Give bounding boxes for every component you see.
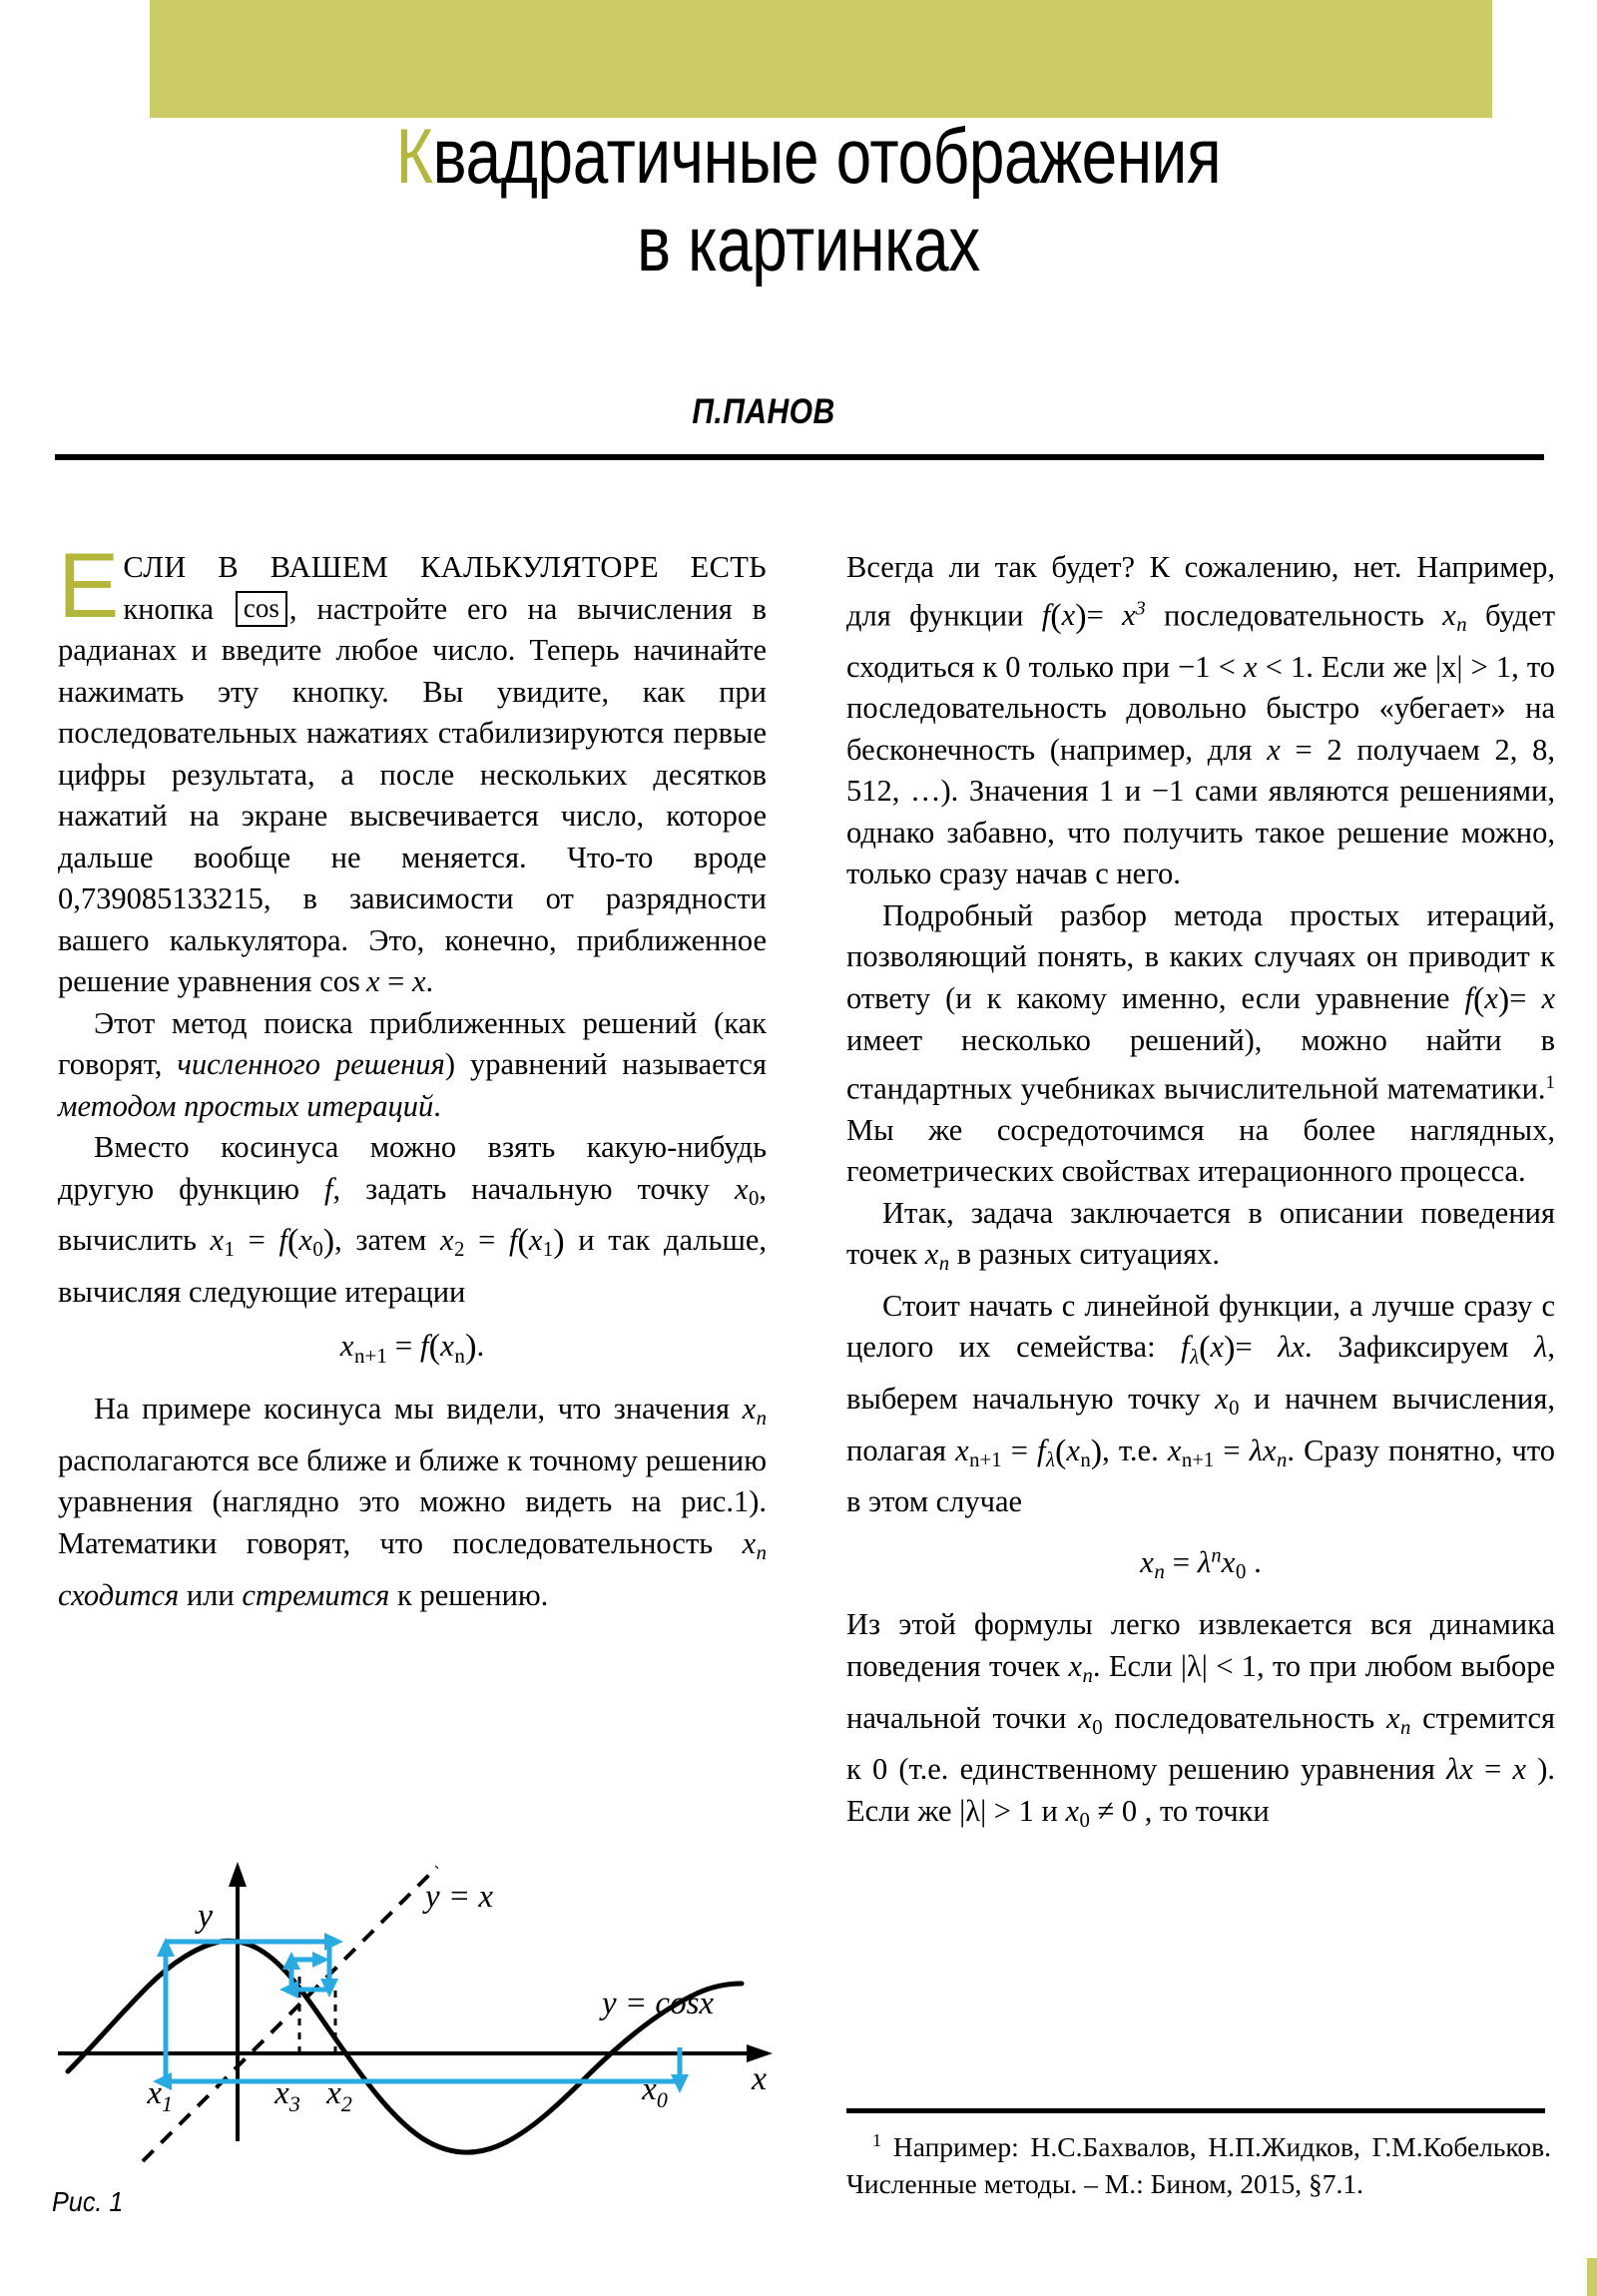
ref-text-1: Подробный разбор метода простых итераций, позволяющий понять, в каких случаях он приводит к ответу (и к какому именно, если уравнение <box>846 897 1555 1015</box>
paragraph-cubic <box>846 547 1555 895</box>
page-title <box>120 112 1497 287</box>
x-axis-label: x <box>752 2060 768 2097</box>
method-text-1: Этот метод поиска приближенных решений (как говорят, <box>58 1005 767 1081</box>
corner-accent-mark <box>1587 2258 1597 2296</box>
conv-text-3: или <box>186 1577 235 1612</box>
iter-text-4: , затем <box>334 1223 427 1258</box>
dyn-text-2: . Если |λ| < 1, то при любом выборе начальной точки <box>846 1648 1555 1735</box>
paragraph-method <box>58 1003 767 1128</box>
iter-text-1: Вместо косинуса можно взять какую-нибудь другую функцию <box>58 1130 767 1206</box>
math-f-lambda: $f_\lambda(x)= \lambda x$ <box>1181 1330 1305 1369</box>
author-byline: П.ПАНОВ <box>692 392 835 431</box>
title-line-1-rest: вадратичные отображения <box>432 112 1222 200</box>
lead-caps: СЛИ В ВАШЕМ КАЛЬКУЛЯТОРЕ ЕСТЬ <box>123 550 767 584</box>
lin-text-1: Стоит начать с линейной функции, а лучше сразу с целого их семейства: <box>846 1288 1555 1365</box>
math-xn1-lambda-xn: $x_{n+1} = \lambda x_n$ <box>1167 1433 1288 1471</box>
cubic-text-1: Всегда ли так будет? К сожалению, нет. Например, для функции <box>846 550 1555 632</box>
lin-text-4: и начнем вычисления, полагая <box>846 1382 1556 1467</box>
conv-text-1: На примере косинуса мы видели, что значения <box>94 1392 731 1427</box>
paragraph-intro <box>58 535 768 1003</box>
math-x2-eq: $x_2 = f(x_1)$ <box>440 1223 565 1262</box>
figure-caption: Рис. 1 <box>52 2186 124 2217</box>
lin-text-3: , выберем начальную точку <box>846 1330 1556 1417</box>
paragraph-dynamics <box>846 1604 1555 1842</box>
math-x0-3: $x_0$ <box>1078 1700 1103 1739</box>
dyn-text-4: стремится к 0 (т.е. единственному решению уравнения <box>846 1700 1556 1787</box>
math-x0: $x_0$ <box>734 1171 760 1210</box>
conv-text-2: располагаются все ближе и ближе к точному решению уравнения (наглядно это можно видеть на рис.1). Математики говорят, что последовательность <box>58 1442 767 1560</box>
emphasis-tends: стремится <box>242 1577 390 1612</box>
display-eq2-content: $x_n = \lambda^nx_0$ . <box>1140 1543 1262 1583</box>
math-f-x-eq-x: f(x)= x <box>1464 980 1555 1018</box>
iter-text-3: , вычислить <box>58 1171 768 1258</box>
ref-text-3: Мы же сосредоточимся на более наглядных, геометрических свойствах итерационного процесса. <box>846 1112 1555 1189</box>
math-lambda-x-eq-x: λx = x <box>1446 1752 1527 1787</box>
dyn-text-5: ). Если же |λ| > 1 и <box>846 1752 1556 1828</box>
math-xn-5: $x_n$ <box>1068 1648 1093 1688</box>
tick-label-x2: $x_2$ <box>326 2075 352 2116</box>
cubic-text-5: получаем 2, 8, 512, …). Значения 1 и −1 сами являются решениями, однако забавно, что получить такое решение можно, только сразу начав с него. <box>846 732 1555 891</box>
task-text-1: Итак, задача заключается в описании поведения точек <box>846 1195 1555 1272</box>
math-x-eq-2: x = 2 <box>1267 732 1342 767</box>
intro-text-1: кнопка <box>123 591 214 626</box>
display-equation-iteration <box>58 1325 767 1377</box>
math-x0-2: $x_0$ <box>1215 1382 1240 1421</box>
math-f-x-cubed: $f(x)= x^3$ <box>1041 597 1146 635</box>
cosine-curve <box>68 1941 742 2152</box>
title-line-2: в картинках <box>637 200 980 287</box>
math-xn-6: $x_n$ <box>1385 1700 1411 1739</box>
footnote-block <box>846 2122 1551 2202</box>
paragraph-linear <box>846 1286 1555 1523</box>
figure-1-cobweb-diagram <box>48 1842 787 2261</box>
right-column <box>846 547 1555 1843</box>
title-banner <box>150 0 1492 118</box>
intro-text-2: , настройте его на вычисления в радианах и введите любое число. Теперь начинайте нажимать эту кнопку. Вы увидите, как при последовательных нажатиях стабилизируются первые цифры результата, а после нескольких десятков нажатий на экране высвечивается число, которое дальше вообще не меняется. Что-то вроде 0,739085133215, в зависимости от разрядности вашего калькулятора. Это, конечно, приближенное решение уравнения <box>58 591 768 998</box>
identity-line-y-equals-x <box>143 1867 437 2161</box>
header-divider <box>55 454 1544 460</box>
function-f: f <box>324 1171 333 1206</box>
conv-text-4: к решению. <box>397 1577 549 1612</box>
paragraph-reference <box>846 895 1555 1193</box>
cubic-text-3: будет сходиться к 0 только при −1 < <box>846 597 1556 684</box>
iter-text-5: и так дальше, вычисляя следующие итерации <box>58 1223 768 1309</box>
task-text-2: в разных ситуациях. <box>956 1237 1221 1272</box>
cobweb-svg <box>48 1842 787 2261</box>
title-dropcap-letter: К <box>395 112 433 200</box>
method-text-3: . <box>433 1088 441 1123</box>
cos-key-button[interactable]: cos <box>236 591 287 627</box>
method-text-2: ) уравнений называется <box>444 1047 767 1081</box>
cubic-text-2: последовательность <box>1164 597 1424 632</box>
math-xn-1: $x_n$ <box>742 1392 768 1431</box>
dyn-text-1: Из этой формулы легко извлекается вся динамика поведения точек <box>846 1607 1555 1683</box>
emphasis-numerical-solution: численного решения <box>177 1047 445 1081</box>
title-line-1 <box>244 112 1373 200</box>
emphasis-converges: сходится <box>58 1577 180 1612</box>
math-x-var: x <box>1243 649 1258 684</box>
math-xn-2: $x_n$ <box>742 1525 768 1565</box>
footnote-mark: 1 <box>872 2130 882 2150</box>
ref-text-2: имеет несколько решений), можно найти в стандартных учебниках вычислительной математики. <box>846 1023 1555 1106</box>
math-lambda: λ <box>1534 1330 1548 1365</box>
tick-label-x0: $x_0$ <box>642 2071 668 2112</box>
emphasis-simple-iterations: методом простых итераций <box>58 1088 434 1123</box>
footnote-text: Например: Н.С.Бахвалов, Н.П.Жидков, Г.М.Кобельков. Численные методы. – М.: Бином, 2015, §7.1. <box>846 2130 1552 2199</box>
arrow-right-x2 <box>324 1933 343 1951</box>
y-axis-arrow <box>229 1862 247 1887</box>
display-equation-lambda-power <box>846 1535 1555 1592</box>
lin-text-5: , т.е. <box>1102 1433 1159 1467</box>
drop-cap: Е <box>58 535 120 637</box>
math-x1-eq: $x_1 = f(x_0)$ <box>210 1223 335 1262</box>
intro-text-3: . <box>425 964 434 998</box>
equation-cos-x: cos x = x <box>319 964 426 998</box>
paragraph-convergence <box>58 1389 767 1616</box>
cubic-text-4: < 1. Если же |x| > 1, то последовательность довольно быстро «убегает» на бесконечность (например, для <box>846 649 1556 767</box>
lin-text-6: . Сразу понятно, что в этом случае <box>846 1433 1556 1519</box>
tick-label-x1: $x_1$ <box>147 2075 173 2116</box>
label-y-equals-cosx: y = cosx <box>602 1986 715 2021</box>
math-x0-neq-0: $x_0 \ne 0$ <box>1065 1793 1138 1833</box>
math-xn1-flambda: $x_{n+1} = f_\lambda(x_n)$ <box>955 1433 1103 1471</box>
arrow-right-inner <box>312 1952 329 1968</box>
tick-label-x3: $x_3$ <box>274 2075 300 2116</box>
dyn-text-3: последовательность <box>1114 1700 1375 1735</box>
math-xn-4: $x_n$ <box>924 1237 950 1276</box>
label-y-equals-x: y = x <box>425 1879 494 1915</box>
y-axis-label: y <box>198 1898 214 1935</box>
footnote-divider <box>846 2108 1545 2113</box>
display-eq-content: $x_{n+1} = f(x_n)$. <box>339 1327 485 1368</box>
math-xn-3: $x_n$ <box>1442 597 1467 637</box>
lin-text-2: . Зафиксируем <box>1305 1330 1509 1365</box>
iter-text-2: , задать начальную точку <box>332 1171 710 1206</box>
paragraph-iterations <box>58 1127 767 1313</box>
dyn-text-6: , то точки <box>1144 1793 1270 1828</box>
footnote-reference-mark[interactable]: 1 <box>1545 1071 1555 1093</box>
paragraph-task <box>846 1193 1555 1286</box>
left-column <box>58 535 768 1616</box>
